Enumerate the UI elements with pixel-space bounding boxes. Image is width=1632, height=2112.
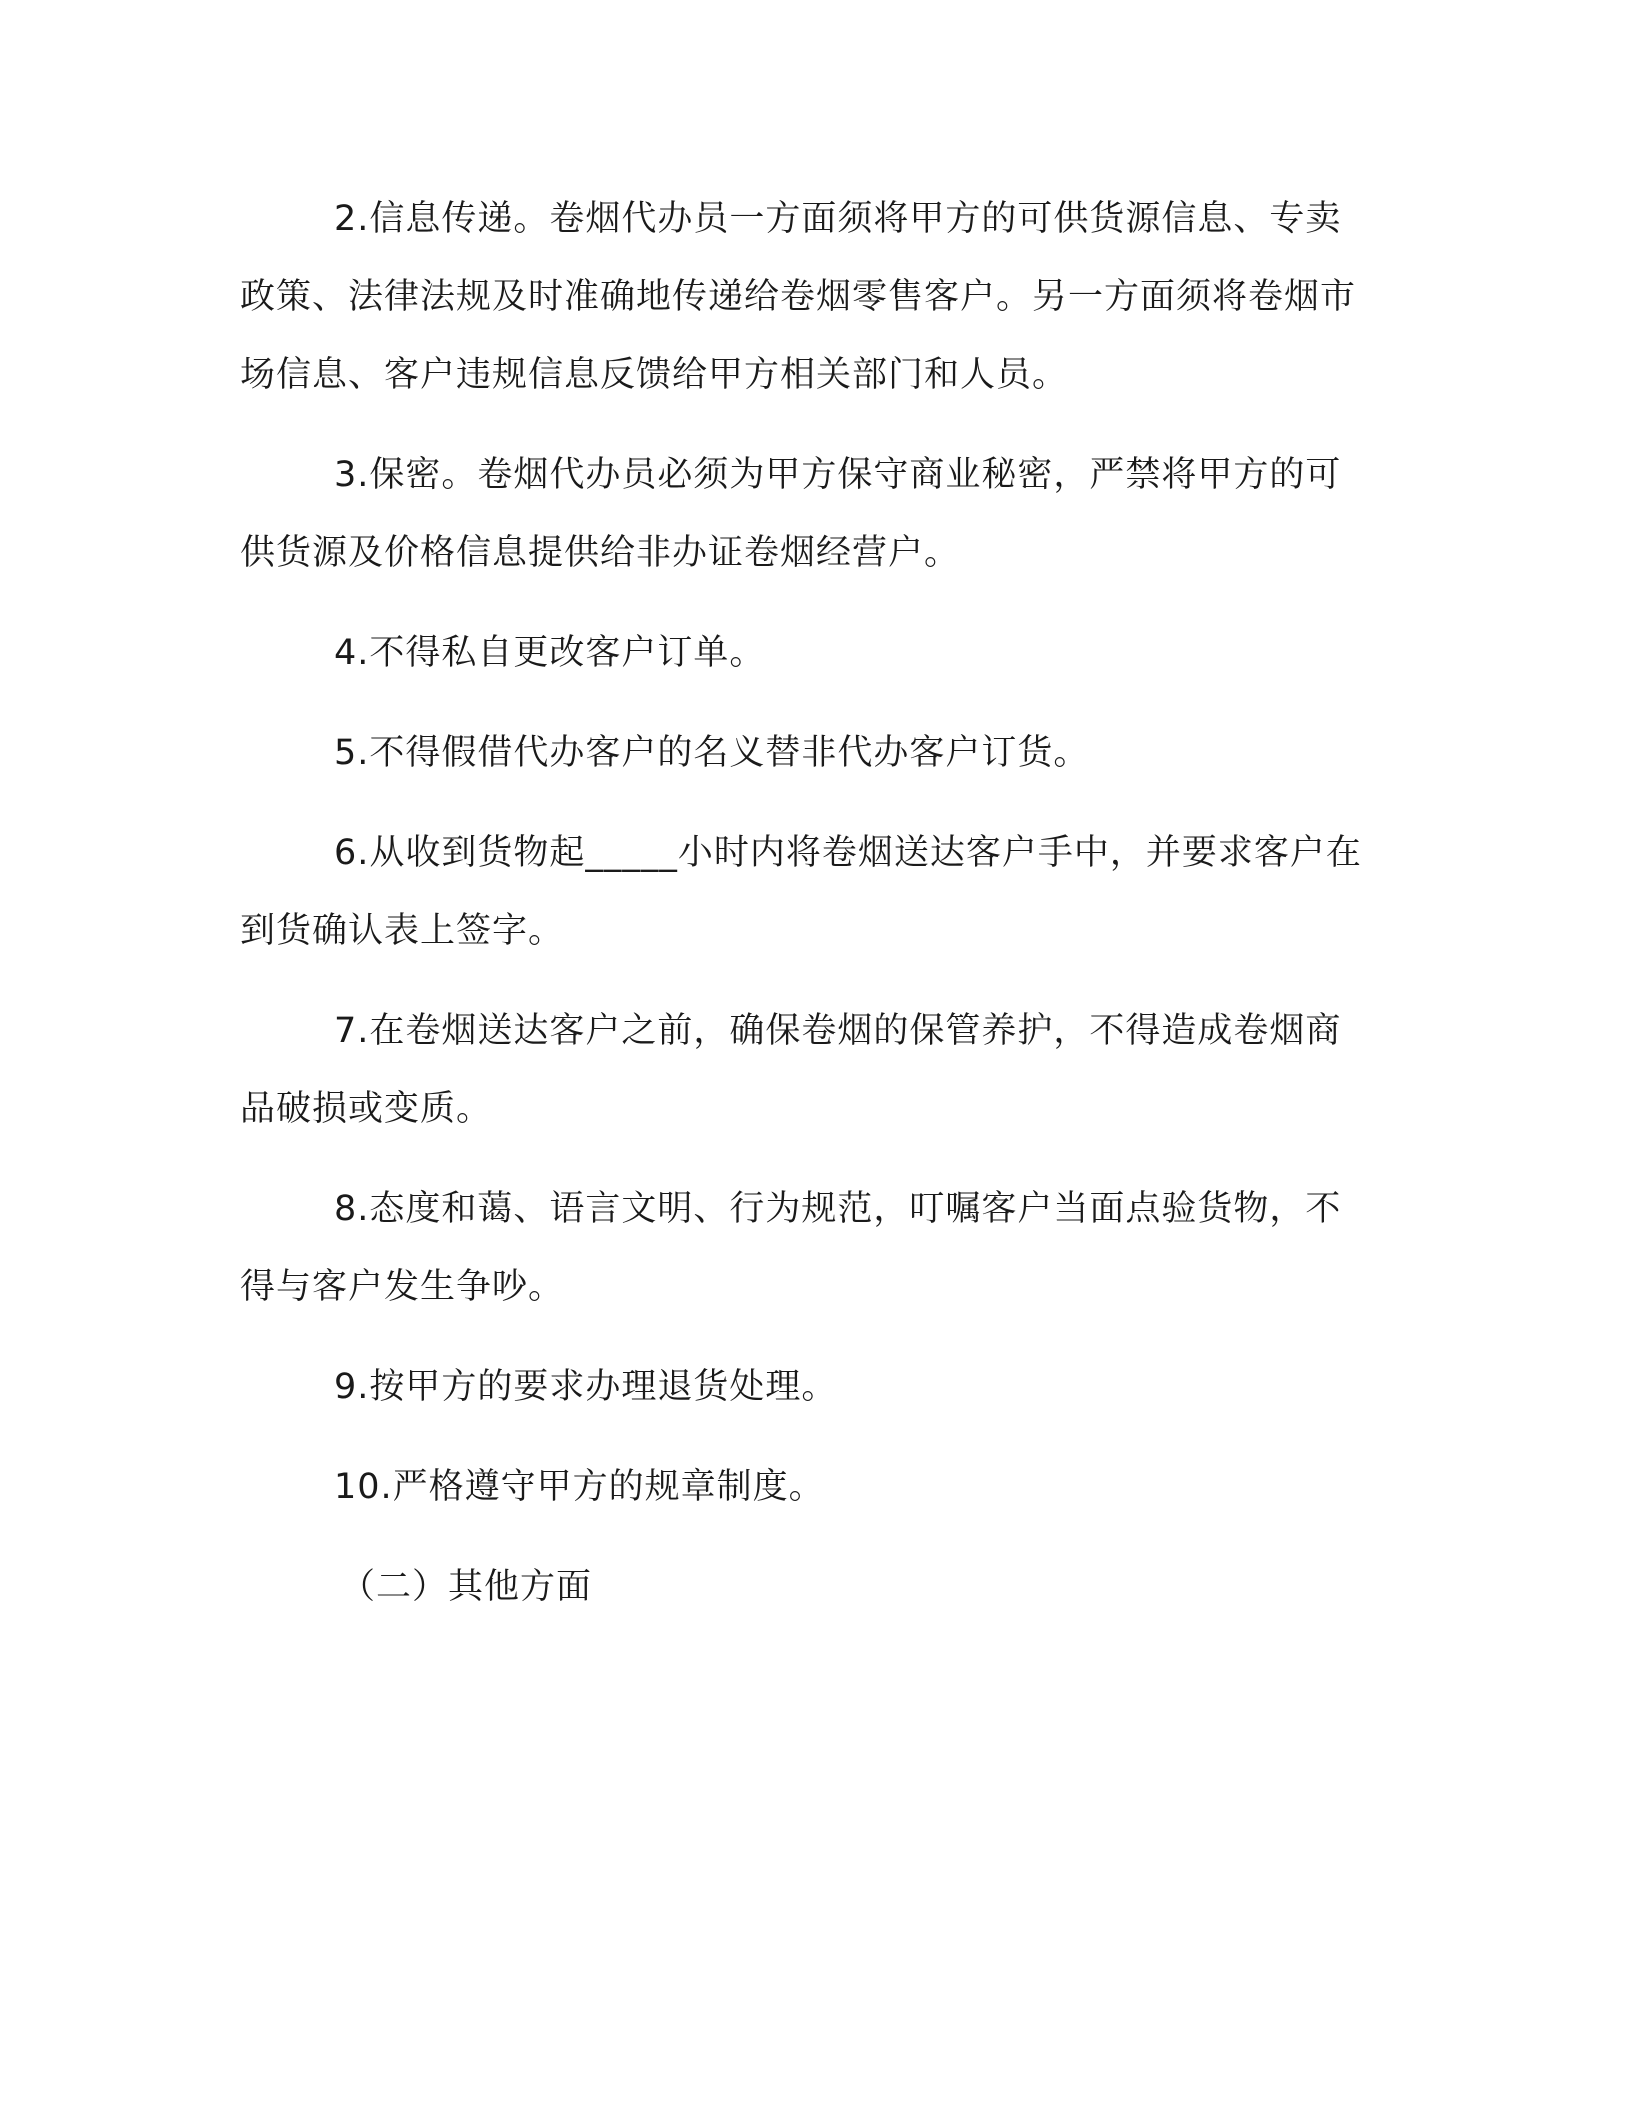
paragraph-item-6: 6.从收到货物起_____小时内将卷烟送达客户手中，并要求客户在到货确认表上签字。 [240,833,1362,951]
paragraph-item-5: 5.不得假借代办客户的名义替非代办客户订货。 [334,733,1090,773]
paragraph-item-4: 4.不得私自更改客户订单。 [334,633,766,673]
document-body [240,180,1370,1626]
paragraph-item-9: 9.按甲方的要求办理退货处理。 [334,1367,838,1407]
paragraph-item-2: 2.信息传递。卷烟代办员一方面须将甲方的可供货源信息、专卖政策、法律法规及时准确地传递给卷烟零售客户。另一方面须将卷烟市场信息、客户违规信息反馈给甲方相关部门和人员。 [240,199,1357,395]
paragraph-item-3: 3.保密。卷烟代办员必须为甲方保守商业秘密，严禁将甲方的可供货源及价格信息提供给非办证卷烟经营户。 [240,455,1342,573]
paragraph-item-10: 10.严格遵守甲方的规章制度。 [334,1467,825,1507]
paragraph-item-8: 8.态度和蔼、语言文明、行为规范，叮嘱客户当面点验货物，不得与客户发生争吵。 [240,1189,1342,1307]
paragraph-item-7: 7.在卷烟送达客户之前，确保卷烟的保管养护，不得造成卷烟商品破损或变质。 [240,1011,1342,1129]
section-heading: （二）其他方面 [340,1567,593,1607]
